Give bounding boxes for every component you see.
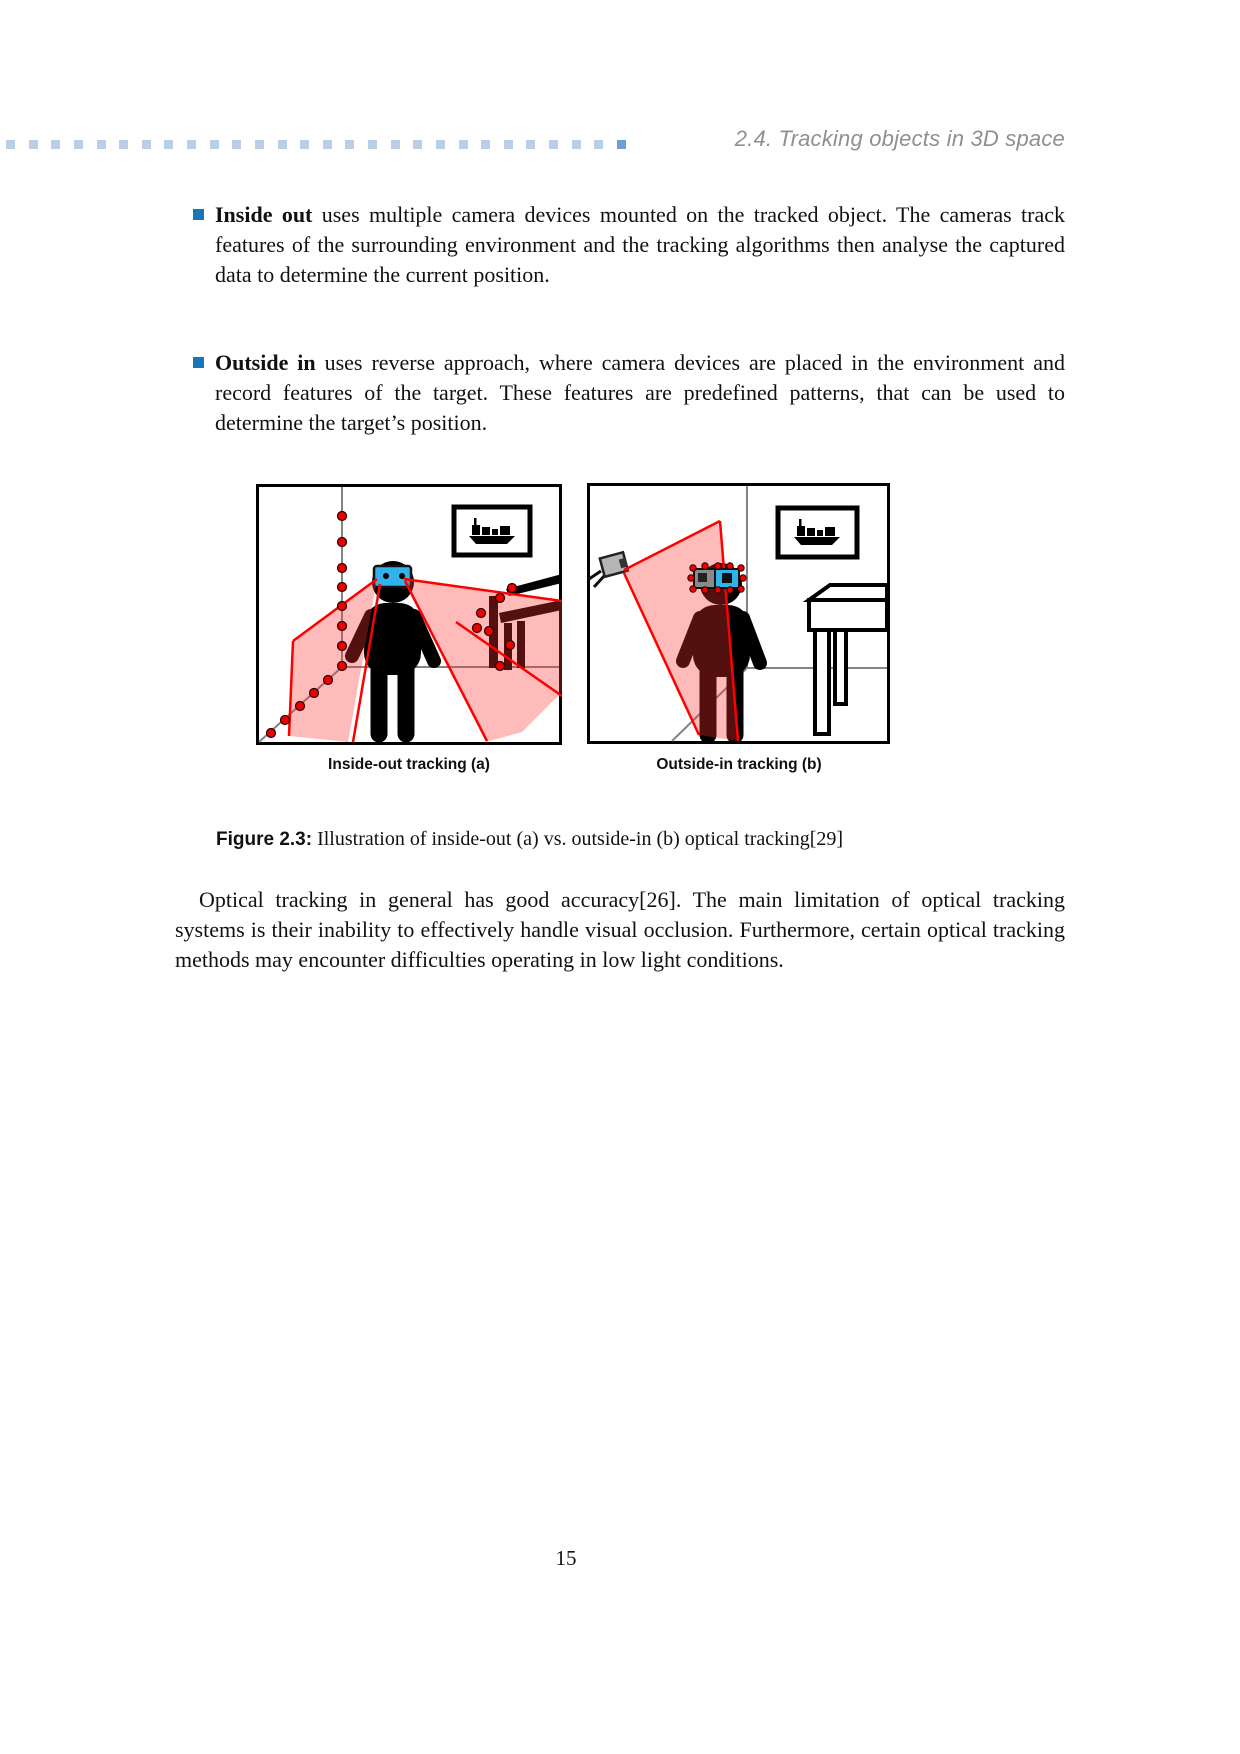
header-square <box>164 140 173 149</box>
header-square <box>368 140 377 149</box>
header-square <box>255 140 264 149</box>
figure-caption-label: Figure 2.3: <box>216 829 313 850</box>
bullet-lead: Outside in <box>215 350 316 375</box>
header-square <box>51 140 60 149</box>
header-section-title: 2.4. Tracking objects in 3D space <box>734 126 1065 151</box>
header-square <box>187 140 196 149</box>
header-square <box>549 140 558 149</box>
header-square <box>119 140 128 149</box>
header-square <box>300 140 309 149</box>
panel-outside-in-tracking <box>587 483 890 744</box>
header-square <box>572 140 581 149</box>
panel-inside-out-tracking <box>256 484 562 745</box>
header-dotted-rule <box>6 140 626 149</box>
vr-headset-icon <box>694 569 739 588</box>
bullet-marker <box>193 209 204 220</box>
bullet-body: uses reverse approach, where camera devices are placed in the environment and record features of the target. These features are predefined patterns, that can be used to determine the target’s position. <box>215 350 1065 435</box>
header-square <box>345 140 354 149</box>
bullet-item-inside-out <box>215 200 1065 290</box>
page-number: 15 <box>555 1546 577 1570</box>
header-square <box>481 140 490 149</box>
header-square <box>142 140 151 149</box>
ship-picture <box>778 508 857 557</box>
figure-caption-text: Illustration of inside-out (a) vs. outside-in (b) optical tracking[29] <box>312 828 844 850</box>
header-square <box>436 140 445 149</box>
panel-caption-b: Outside-in tracking (b) <box>656 756 822 773</box>
header-square <box>29 140 38 149</box>
ship-picture <box>454 507 530 555</box>
header-square <box>278 140 287 149</box>
panel-caption-a: Inside-out tracking (a) <box>328 756 490 773</box>
header-square <box>617 140 626 149</box>
header-square <box>504 140 513 149</box>
header-square <box>97 140 106 149</box>
bullet-body: uses multiple camera devices mounted on the tracked object. The cameras track features of the surrounding environment and the tracking algorithms then analyse the captured data to determine the current position. <box>215 202 1065 287</box>
header-square <box>323 140 332 149</box>
header-square <box>459 140 468 149</box>
header-square <box>6 140 15 149</box>
header-square <box>391 140 400 149</box>
header-square <box>413 140 422 149</box>
body-paragraph <box>175 885 1065 975</box>
header-square <box>74 140 83 149</box>
header-square <box>594 140 603 149</box>
paragraph-text: Optical tracking in general has good accuracy[26]. The main limitation of optical tracking systems is their inability to effectively handle visual occlusion. Furthermore, certain optical tracking methods may encounter difficulties operating in low light conditions. <box>175 887 1065 972</box>
bullet-marker <box>193 357 204 368</box>
bullet-lead: Inside out <box>215 202 313 227</box>
bullet-item-outside-in <box>215 348 1065 438</box>
header-square <box>232 140 241 149</box>
figure-caption <box>216 826 1076 853</box>
header-square <box>210 140 219 149</box>
header-square <box>526 140 535 149</box>
